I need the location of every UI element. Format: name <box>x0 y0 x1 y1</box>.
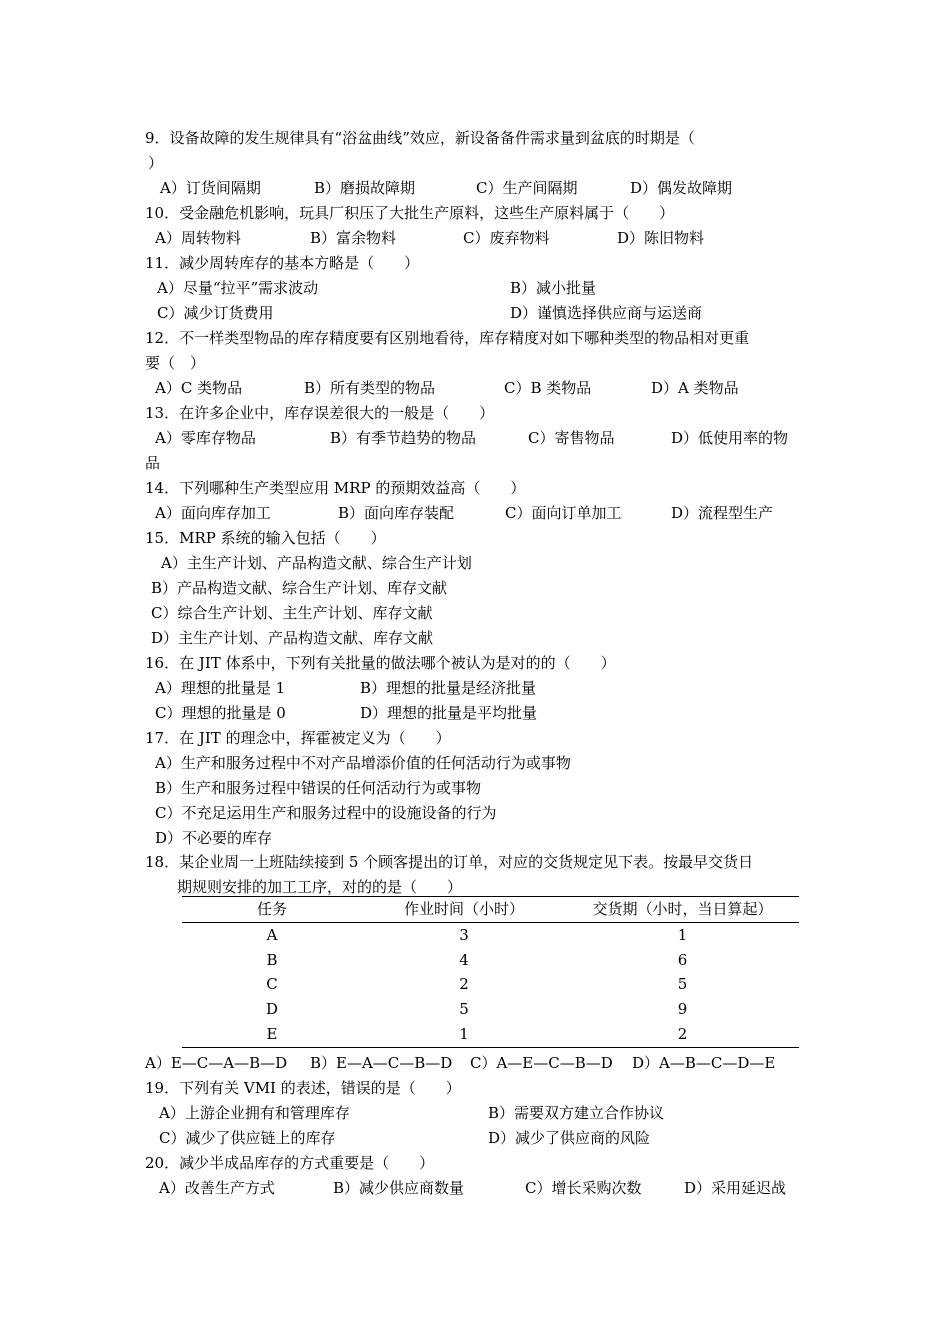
table-cell: 5 <box>459 1000 469 1019</box>
question-12-stem: 12．不一样类型物品的库存精度要有区别地看待，库存精度对如下哪种类型的物品相对更重 <box>145 329 750 347</box>
question-12-option-a: A）C 类物品 <box>155 379 243 397</box>
question-14-option-a: A）面向库存加工 <box>155 504 271 522</box>
table-cell: 1 <box>677 925 688 944</box>
question-18-option-d: D）A—B—C—D—E <box>632 1054 776 1072</box>
question-18-stem: 18．某企业周一上班陆续接到 5 个顾客提出的订单，对应的交货规定见下表。按最早交货日 <box>145 853 754 871</box>
question-17-stem: 17．在 JIT 的理念中，挥霍被定义为（ ） <box>145 729 451 747</box>
question-20-option-d: D）采用延迟战 <box>684 1179 787 1197</box>
question-10-stem: 10．受金融危机影响，玩具厂积压了大批生产原料，这些生产原料属于（ ） <box>145 204 675 222</box>
table-cell: 1 <box>459 1024 469 1043</box>
column-header-processing-time: 作业时间（小时） <box>362 897 566 923</box>
question-16-option-c: C）理想的批量是 0 <box>155 704 286 722</box>
question-10-option-c: C）废弃物料 <box>463 229 550 247</box>
question-17-option-d: D）不必要的库存 <box>155 829 273 847</box>
question-11-option-d: D）谨慎选择供应商与运送商 <box>510 304 703 322</box>
question-14-option-b: B）面向库存装配 <box>338 504 455 522</box>
question-9-stem: 9．设备故障的发生规律具有“浴盆曲线”效应，新设备备件需求量到盆底的时期是（ <box>145 129 695 147</box>
question-16-option-d: D）理想的批量是平均批量 <box>360 704 538 722</box>
question-15-option-a: A）主生产计划、产品构造文献、综合生产计划 <box>161 554 472 572</box>
question-11-option-a: A）尽量“拉平”需求波动 <box>157 279 319 297</box>
table-cell: 2 <box>459 975 469 994</box>
question-16-option-b: B）理想的批量是经济批量 <box>360 679 537 697</box>
question-13-option-d: D）低使用率的物 <box>671 429 789 447</box>
column-header-due-date: 交货期（小时，当日算起） <box>566 897 799 923</box>
question-20-option-a: A）改善生产方式 <box>159 1179 275 1197</box>
question-19-option-c: C）减少了供应链上的库存 <box>159 1129 336 1147</box>
delivery-table <box>182 896 799 1048</box>
table-row <box>182 1022 799 1047</box>
question-10-option-a: A）周转物料 <box>155 229 241 247</box>
question-16-option-a: A）理想的批量是 1 <box>155 679 286 697</box>
question-9-stem-cont: ） <box>148 154 164 172</box>
question-15-option-c: C）综合生产计划、主生产计划、库存文献 <box>151 604 433 622</box>
question-9-option-d: D）偶发故障期 <box>630 179 733 197</box>
question-14-option-c: C）面向订单加工 <box>505 504 622 522</box>
question-13-option-b: B）有季节趋势的物品 <box>330 429 477 447</box>
question-13-stem: 13．在许多企业中，库存误差很大的一般是（ ） <box>145 404 495 422</box>
question-18-option-b: B）E—A—C—B—D <box>310 1054 453 1072</box>
question-17-option-a: A）生产和服务过程中不对产品增添价值的任何活动行为或事物 <box>155 754 571 772</box>
question-17-option-c: C）不充足运用生产和服务过程中的设施设备的行为 <box>155 804 497 822</box>
question-13-option-d-wrap: 品 <box>145 454 161 472</box>
question-13-option-a: A）零库存物品 <box>155 429 256 447</box>
table-row <box>182 997 799 1022</box>
table-row <box>182 922 799 947</box>
question-19-option-b: B）需要双方建立合作协议 <box>488 1104 665 1122</box>
question-15-option-b: B）产品构造文献、综合生产计划、库存文献 <box>151 579 448 597</box>
table-cell: 5 <box>677 975 688 994</box>
question-18-option-a: A）E—C—A—B—D <box>145 1054 288 1072</box>
question-15-option-d: D）主生产计划、产品构造文献、库存文献 <box>151 629 434 647</box>
question-12-option-d: D）A 类物品 <box>651 379 739 397</box>
question-13-option-c: C）寄售物品 <box>528 429 615 447</box>
table-cell: D <box>265 1000 279 1019</box>
table-cell: B <box>266 950 278 969</box>
question-10-option-b: B）富余物料 <box>310 229 397 247</box>
question-10-option-d: D）陈旧物料 <box>617 229 705 247</box>
question-11-option-b: B）减小批量 <box>510 279 597 297</box>
question-12-stem-cont: 要（ ） <box>145 354 206 372</box>
table-row <box>182 948 799 973</box>
question-20-option-b: B）减少供应商数量 <box>333 1179 465 1197</box>
table-cell: 3 <box>459 925 469 944</box>
question-12-option-c: C）B 类物品 <box>504 379 592 397</box>
table-cell: 4 <box>459 950 469 969</box>
question-11-stem: 11．减少周转库存的基本方略是（ ） <box>145 254 420 272</box>
question-17-option-b: B）生产和服务过程中错误的任何活动行为或事物 <box>155 779 482 797</box>
column-header-task: 任务 <box>182 897 362 923</box>
question-18-option-c: C）A—E—C—B—D <box>470 1054 613 1072</box>
table-row <box>182 972 799 997</box>
question-19-option-a: A）上游企业拥有和管理库存 <box>159 1104 350 1122</box>
question-20-stem: 20．减少半成品库存的方式重要是（ ） <box>145 1154 435 1172</box>
table-cell: 9 <box>677 1000 688 1019</box>
question-16-stem: 16．在 JIT 体系中，下列有关批量的做法哪个被认为是对的的（ ） <box>145 654 616 672</box>
question-19-option-d: D）减少了供应商的风险 <box>488 1129 651 1147</box>
question-9-option-a: A）订货间隔期 <box>160 179 261 197</box>
table-cell: A <box>266 925 278 944</box>
question-18-stem-cont: 期规则安排的加工工序，对的的是（ ） <box>177 878 463 896</box>
table-cell: E <box>266 1024 278 1043</box>
table-cell: 2 <box>677 1024 688 1043</box>
question-14-option-d: D）流程型生产 <box>671 504 774 522</box>
table-header-row <box>182 897 799 923</box>
question-11-option-c: C）减少订货费用 <box>157 304 274 322</box>
table-cell: C <box>266 975 278 994</box>
question-9-option-b: B）磨损故障期 <box>314 179 416 197</box>
question-9-option-c: C）生产间隔期 <box>476 179 578 197</box>
question-15-stem: 15．MRP 系统的输入包括（ ） <box>145 529 386 547</box>
table-cell: 6 <box>677 950 688 969</box>
question-14-stem: 14．下列哪种生产类型应用 MRP 的预期效益高（ ） <box>145 479 526 497</box>
question-19-stem: 19．下列有关 VMI 的表述，错误的是（ ） <box>145 1079 461 1097</box>
question-12-option-b: B）所有类型的物品 <box>304 379 436 397</box>
question-20-option-c: C）增长采购次数 <box>525 1179 642 1197</box>
